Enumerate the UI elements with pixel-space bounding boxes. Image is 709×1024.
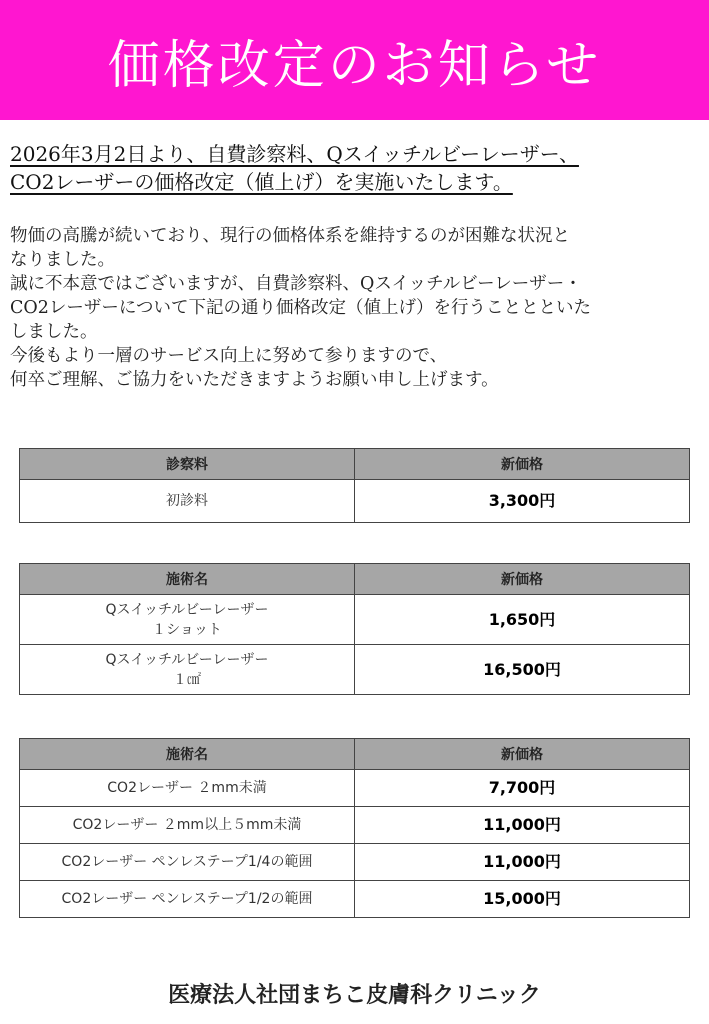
table-row xyxy=(20,645,690,695)
page-title: 価格改定のお知らせ xyxy=(107,35,602,96)
item-name: 初診料 xyxy=(20,480,355,523)
item-price: 3,300円 xyxy=(355,480,690,523)
table-row xyxy=(20,807,690,844)
item-unit: １ショット xyxy=(152,621,222,638)
announcement-headline xyxy=(10,140,700,196)
column-header: 新価格 xyxy=(355,739,690,770)
body-line: しました。 xyxy=(10,322,98,342)
table-header-row xyxy=(20,564,690,595)
item-price: 15,000円 xyxy=(355,881,690,918)
table-header-row xyxy=(20,449,690,480)
item-name: CO2レーザー ２mm以上５mm未満 xyxy=(20,807,355,844)
headline-line: 2026年3月2日より、自費診察料、Qスイッチルビーレーザー、 xyxy=(10,142,579,166)
clinic-name: 医療法人社団まちこ皮膚科クリニック xyxy=(168,982,541,1008)
item-price: 7,700円 xyxy=(355,770,690,807)
table-row xyxy=(20,480,690,523)
item-name: CO2レーザー ペンレステープ1/2の範囲 xyxy=(20,881,355,918)
item-name: Qスイッチルビーレーザー xyxy=(105,601,269,618)
ruby-laser-table xyxy=(19,563,690,695)
consultation-fee-table xyxy=(19,448,690,523)
body-line: なりました。 xyxy=(10,250,115,270)
table-row xyxy=(20,595,690,645)
table-row xyxy=(20,770,690,807)
item-price: 1,650円 xyxy=(355,595,690,645)
item-unit: １㎠ xyxy=(173,671,201,688)
column-header: 施術名 xyxy=(20,564,355,595)
item-price: 16,500円 xyxy=(355,645,690,695)
co2-laser-table xyxy=(19,738,690,918)
headline-line: CO2レーザーの価格改定（値上げ）を実施いたします。 xyxy=(10,170,513,194)
body-line: 誠に不本意ではございますが、自費診察料、Qスイッチルビーレーザー・ xyxy=(10,274,582,294)
body-line: CO2レーザーについて下記の通り価格改定（値上げ）を行うこととといた xyxy=(10,298,592,318)
body-line: 今後もより一層のサービス向上に努めて参りますので、 xyxy=(10,346,448,366)
item-name-cell xyxy=(20,595,355,645)
table-row xyxy=(20,844,690,881)
table-header-row xyxy=(20,739,690,770)
title-banner xyxy=(0,0,709,120)
column-header: 新価格 xyxy=(355,564,690,595)
item-price: 11,000円 xyxy=(355,807,690,844)
announcement-body xyxy=(10,224,700,392)
body-line: 何卒ご理解、ご協力をいただきますようお願い申し上げます。 xyxy=(10,370,499,390)
item-name-cell xyxy=(20,645,355,695)
table-row xyxy=(20,881,690,918)
item-name: CO2レーザー ペンレステープ1/4の範囲 xyxy=(20,844,355,881)
column-header: 新価格 xyxy=(355,449,690,480)
body-line: 物価の高騰が続いており、現行の価格体系を維持するのが困難な状況と xyxy=(10,226,570,246)
column-header: 施術名 xyxy=(20,739,355,770)
column-header: 診察料 xyxy=(20,449,355,480)
item-price: 11,000円 xyxy=(355,844,690,881)
item-name: Qスイッチルビーレーザー xyxy=(105,651,269,668)
item-name: CO2レーザー ２mm未満 xyxy=(20,770,355,807)
